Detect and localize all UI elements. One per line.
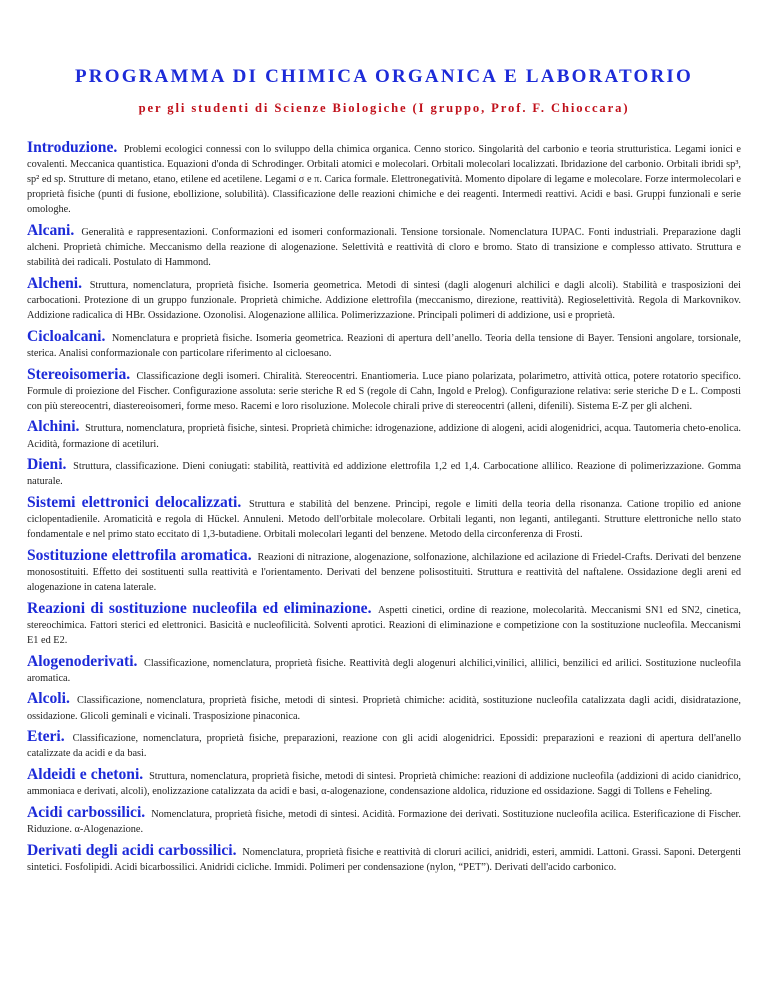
section-alogenoderivati bbox=[27, 652, 741, 686]
section-sostituzione-elettrofila bbox=[27, 546, 742, 595]
section-text: Reazioni di nitrazione, alogenazione, solfonazione, alchilazione ed acilazione di Friedel-Crafts. Derivati del benzene monosostituiti. Effetto dei sostituenti sulla reattività e l'orientamento. Derivati del benzene polisostituiti. Struttura e reattività del naftalene. Ossidazione degli areni ed alogenazione in catena laterale. bbox=[27, 551, 742, 594]
section-stereoisomeria bbox=[27, 365, 741, 414]
section-introduzione bbox=[27, 141, 741, 217]
section-text: Classificazione, nomenclatura, proprietà fisiche, metodi di sintesi. Proprietà chimiche: acidità, sostituzione nucleofila catalizzata dagli acidi, disidratazione, ossidazione. Glicoli geminali e vicinali. Trasposizione pinaconica. bbox=[27, 695, 741, 722]
section-heading: Cicloalcani. bbox=[27, 327, 106, 345]
section-heading: Dieni. bbox=[27, 456, 67, 474]
section-text: Struttura e stabilità del benzene. Principi, regole e limiti della teoria della risonanza. Catione tropilio ed anione ciclopentadienile. Aromaticità e regola di Hückel. Annuleni. Metodo dell'orbitale molecolare. Orbitali leganti, non leganti, antileganti. Strutture elettroniche nello stato fondamentale e nel primo stato eccitato di 1,3-butadiene. Orbitali molecolari leganti del benzene. Metodo della circonferenza di Frosti. bbox=[27, 499, 742, 541]
page-title: PROGRAMMA DI CHIMICA ORGANICA E LABORATORIO bbox=[74, 66, 693, 87]
section-text: Generalità e rappresentazioni. Conformazioni ed isomeri conformazionali. Tensione torsionale. Nomenclatura IUPAC. Fonti industriali. Preparazione dagli alcheni. Proprietà chimiche. Meccanismo della reazione di alogenazione. Selettività e reattività di cloro e bromo. Stato di transizione e complesso attivato. Struttura e stabilità dei radicali. Postulato di Hammond. bbox=[27, 227, 741, 269]
section-text: Struttura, nomenclatura, proprietà fisiche, metodi di sintesi. Proprietà chimiche: reazioni di addizione nucleofila (addizioni di acido cianidrico, ammoniaca e derivati, alcoli), enolizzazione catalizzata da acidi e basi, α-alogenazione, condensazione aldolica, riduzione ed ossidazione. Saggi di Tollens e Feheling. bbox=[27, 771, 742, 798]
section-alchini bbox=[27, 420, 741, 451]
section-sistemi-delocalizzati bbox=[27, 496, 741, 542]
section-heading: Alchini. bbox=[27, 418, 80, 436]
section-heading: Sistemi elettronici delocalizzati. bbox=[27, 494, 242, 512]
section-aldeidi-chetoni bbox=[27, 768, 741, 799]
section-text: Aspetti cinetici, ordine di reazione, molecolarità. Meccanismi SN1 ed SN2, cinetica, stereochimica. Fattori sterici ed elettronici. Basicità e nucleofilicità. Solventi aprotici. Reazioni di eliminazione e competizione con la sostituzione nucleofila. Meccanismi E1 ed E2. bbox=[27, 604, 741, 646]
section-heading: Sostituzione elettrofila aromatica. bbox=[27, 546, 252, 564]
section-text: Classificazione, nomenclatura, proprietà fisiche. Reattività degli alogenuri alchilici,vinilici, allilici, benzilici ed arilici. Sostituzione nucleofila aromatica. bbox=[27, 657, 741, 684]
section-text: Nomenclatura, proprietà fisiche e reattività di cloruri acilici, anidridi, esteri, ammidi. Lattoni. Grassi. Saponi. Detergenti sintetici. Fosfolipidi. Acidi bicarbossilici. Anidridi cicliche. Immidi. Polimeri per condensazione (nylon, “PET”). Derivati dell'acido carbonico. bbox=[27, 846, 742, 873]
section-text: Struttura, nomenclatura, proprietà fisiche, sintesi. Proprietà chimiche: idrogenazione, addizione di alogeni, acidi alogenidrici, acqua. Tautomeria cheto-enolica. Acidità, formazione di acetiluri. bbox=[27, 423, 741, 450]
page-subtitle: per gli studenti di Scienze Biologiche (I gruppo, Prof. F. Chioccara) bbox=[138, 101, 630, 115]
section-heading: Acidi carbossilici. bbox=[27, 803, 146, 821]
section-text: Classificazione degli isomeri. Chiralità. Stereocentri. Enantiomeria. Luce piano polarizata, polarimetro, attività ottica, potere rotatorio specifico. Formule di proiezione del Fischer. Configurazione assoluta: serie steriche R ed S (regole di Cahn, Ingold e Prelog). Configurazione relativa: serie steriche D e L. Composti con più stereocentri, diastereoisomeri, forme meso. Racemi e loro risoluzione. Molecole chirali prive di stereocentri (alleni, difenili). Sistema E-Z per gli alcheni. bbox=[27, 370, 741, 412]
section-heading: Alogenoderivati. bbox=[27, 652, 138, 670]
section-heading: Alcoli. bbox=[27, 690, 70, 708]
section-derivati-acidi bbox=[27, 841, 742, 875]
section-acidi-carbossilici bbox=[27, 803, 741, 837]
section-text: Problemi ecologici connessi con lo sviluppo della chimica organica. Cenno storico. Singolarità del carbonio e teoria strutturistica. Legami ionici e covalenti. Meccanica quantistica. Equazioni d'onda di Schrodinger. Orbitali atomici e molecolari. Orbitali molecolari localizzati. Ibridazione del carbonio. Orbitali ibridi sp³, sp² ed sp. Strutture di metano, etano, etilene ed acetilene. Legami σ e π. Carica formale. Elettronegatività. Momento dipolare di legame e molecolare. Forze intermolecolari e proprietà fisiche (punti di fusione, ebollizione, solubilità). Classificazione delle reazioni chimiche e dei reagenti. Intermedi reattivi. Acidi e basi. Gruppi funzionali e serie omologhe. bbox=[27, 144, 741, 216]
section-text: Struttura, nomenclatura, proprietà fisiche. Isomeria geometrica. Metodi di sintesi (dagli alogenuri alchilici e dagli alcoli). Stabilità e trasposizioni dei carbocationi. Protezione di un gruppo funzionale. Proprietà chimiche. Addizione elettrofila (meccanismo, direzione, reattività). Regioselettività. Regola di Markovnikov. Addizione radicalica di HBr. Ossidazione. Ozonolisi. Alogenazione allilica. Polimerizzazione. Principali polimeri di addizione, usi e proprietà. bbox=[27, 279, 741, 322]
section-heading: Eteri. bbox=[27, 728, 65, 746]
section-heading: Aldeidi e chetoni. bbox=[27, 766, 144, 783]
section-heading: Derivati degli acidi carbossilici. bbox=[27, 841, 237, 859]
section-eteri bbox=[27, 730, 741, 761]
section-heading: Stereoisomeria. bbox=[27, 365, 131, 383]
section-text: Classificazione, nomenclatura, proprietà fisiche, preparazioni, reazione con gli acidi alogenidrici. Epossidi: preparazioni e reazioni di apertura dell'anello catalizzate da acidi e da basi. bbox=[27, 733, 742, 760]
section-dieni bbox=[27, 458, 741, 489]
section-alcheni bbox=[27, 274, 741, 323]
section-alcoli bbox=[27, 692, 741, 723]
section-text: Struttura, classificazione. Dieni coniugati: stabilità, reattività ed addizione elettrofila 1,2 ed 1,4. Carbocatione allilico. Reazione di polimerizzazione. Gomma naturale. bbox=[27, 461, 741, 488]
section-sostituzione-nucleofila bbox=[27, 599, 741, 648]
section-cicloalcani bbox=[27, 327, 742, 361]
section-text: Nomenclatura, proprietà fisiche, metodi di sintesi. Acidità. Formazione dei derivati. Sostituzione nucleofila acilica. Esterificazione di Fischer. Riduzione. α-Alogenazione. bbox=[27, 808, 741, 835]
section-heading: Introduzione. bbox=[27, 139, 118, 156]
section-text: Nomenclatura e proprietà fisiche. Isomeria geometrica. Reazioni di apertura dell’anello. Teoria della tensione di Bayer. Tensioni angolare, torsionale, sterica. Analisi conformazionale con particolare riferimento al cicloesano. bbox=[27, 332, 742, 359]
section-heading: Alcheni. bbox=[27, 274, 83, 292]
section-alcani bbox=[27, 224, 741, 270]
section-heading: Reazioni di sostituzione nucleofila ed eliminazione. bbox=[27, 599, 372, 617]
program-content bbox=[27, 141, 741, 881]
section-heading: Alcani. bbox=[27, 222, 75, 240]
